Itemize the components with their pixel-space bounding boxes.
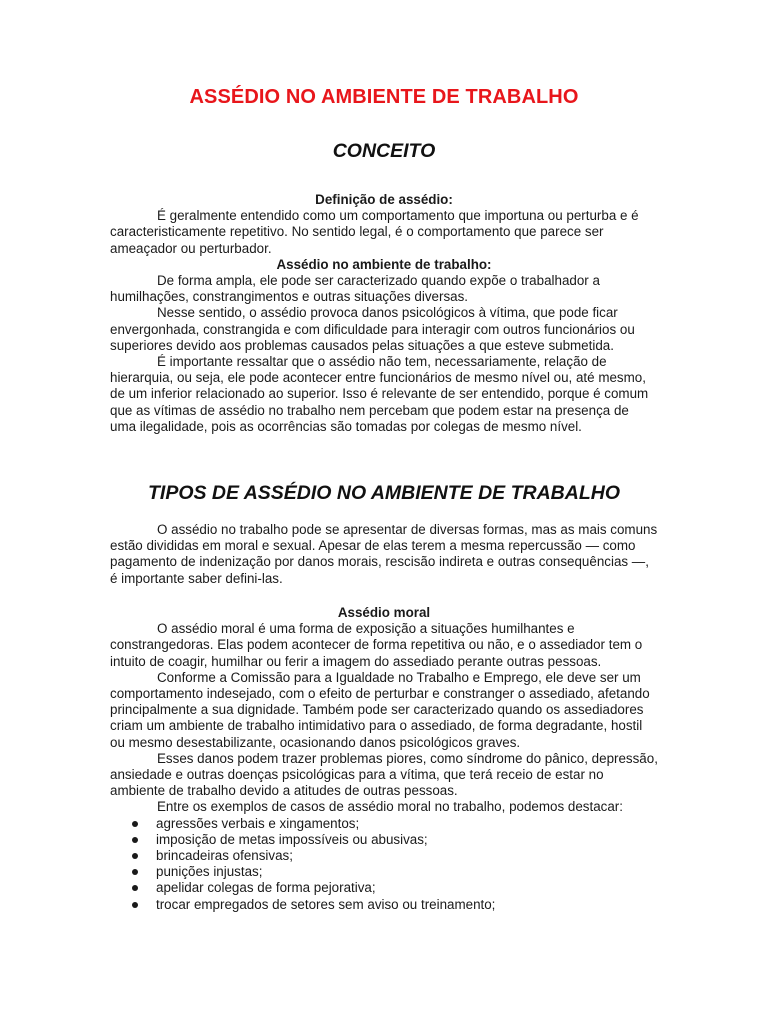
types-intro-section xyxy=(110,522,658,587)
list-item-text: imposição de metas impossíveis ou abusivas; xyxy=(156,831,428,847)
bullet-icon xyxy=(132,902,138,908)
list-item xyxy=(110,848,658,864)
examples-list xyxy=(110,816,658,913)
concept-heading: CONCEITO xyxy=(332,140,436,162)
moral-paragraph: Esses danos podem trazer problemas piores, como síndrome do pânico, depressão, ansiedade e outras doenças psicológicas para a vítima, que terá receio de estar no ambiente de trabalho devido a atitudes de outras pessoas. xyxy=(110,750,658,799)
list-item xyxy=(110,897,658,913)
list-item xyxy=(110,816,658,832)
workplace-heading: Assédio no ambiente de trabalho: xyxy=(276,256,492,272)
moral-heading: Assédio moral xyxy=(337,605,431,620)
moral-paragraph: O assédio moral é uma forma de exposição a situações humilhantes e constrangedoras. Elas podem acontecer de forma repetitiva ou não, e o assediador tem o intuito de coagir, humilhar ou ferir a imagem do assediado perante outras pessoas. xyxy=(110,621,643,669)
bullet-icon xyxy=(132,837,138,843)
definition-heading: Definição de assédio: xyxy=(315,192,453,207)
concept-section xyxy=(110,192,658,435)
list-item-text: agressões verbais e xingamentos; xyxy=(156,815,360,831)
bullet-icon xyxy=(132,885,138,891)
list-item xyxy=(110,864,658,880)
list-item-text: punições injustas; xyxy=(156,864,263,880)
bullet-icon xyxy=(132,869,138,875)
workplace-paragraph: É importante ressaltar que o assédio não tem, necessariamente, relação de hierarquia, ou seja, ele pode acontecer entre funcionários de mesmo nível ou, até mesmo, de um inferior relacionado ao superior. Isso é relevante de ser entendido, porque é comum que as vítimas de assédio no trabalho nem percebam que podem estar na presença de uma ilegalidade, pois as ocorrências são tomadas por colegas de mesmo nível. xyxy=(110,354,649,434)
bullet-icon xyxy=(132,821,138,827)
definition-paragraph: É geralmente entendido como um comportamento que importuna ou perturba e é caracteristicamente repetitivo. No sentido legal, é o comportamento que parece ser ameaçador ou perturbador. xyxy=(110,208,639,256)
bullet-icon xyxy=(132,853,138,859)
moral-section xyxy=(110,605,658,913)
moral-paragraph: Conforme a Comissão para a Igualdade no Trabalho e Emprego, ele deve ser um comportamento indesejado, com o efeito de perturbar e constranger o assediado, afetando principalmente a sua dignidade. Também pode ser caracterizado quando os assediadores criam um ambiente de trabalho intimidativo para o assediado, de forma degradante, hostil ou mesmo desestabilizante, ocasionando danos psicológicos graves. xyxy=(110,669,650,750)
workplace-paragraph: De forma ampla, ele pode ser caracterizado quando expõe o trabalhador a humilhações, constrangimentos e outras situações diversas. xyxy=(110,273,600,305)
list-item-text: brincadeiras ofensivas; xyxy=(156,848,293,864)
list-item xyxy=(110,880,658,896)
list-item-text: trocar empregados de setores sem aviso ou treinamento; xyxy=(156,896,496,912)
types-intro-paragraph: O assédio no trabalho pode se apresentar de diversas formas, mas as mais comuns estão divididas em moral e sexual. Apesar de elas terem a mesma repercussão — como pagamento de indenização por danos morais, rescisão indireta e outras consequências —, é importante saber defini-las. xyxy=(110,522,658,586)
document-title: ASSÉDIO NO AMBIENTE DE TRABALHO xyxy=(189,86,579,108)
types-heading: TIPOS DE ASSÉDIO NO AMBIENTE DE TRABALHO xyxy=(148,482,620,504)
list-item xyxy=(110,832,658,848)
workplace-paragraph: Nesse sentido, o assédio provoca danos psicológicos à vítima, que pode ficar envergonhada, constrangida e com dificuldade para interagir com outros funcionários ou superiores devido aos problemas causados pelas situações a que esteve submetida. xyxy=(110,305,635,353)
moral-paragraph: Entre os exemplos de casos de assédio moral no trabalho, podemos destacar: xyxy=(157,799,623,815)
list-item-text: apelidar colegas de forma pejorativa; xyxy=(156,880,376,896)
